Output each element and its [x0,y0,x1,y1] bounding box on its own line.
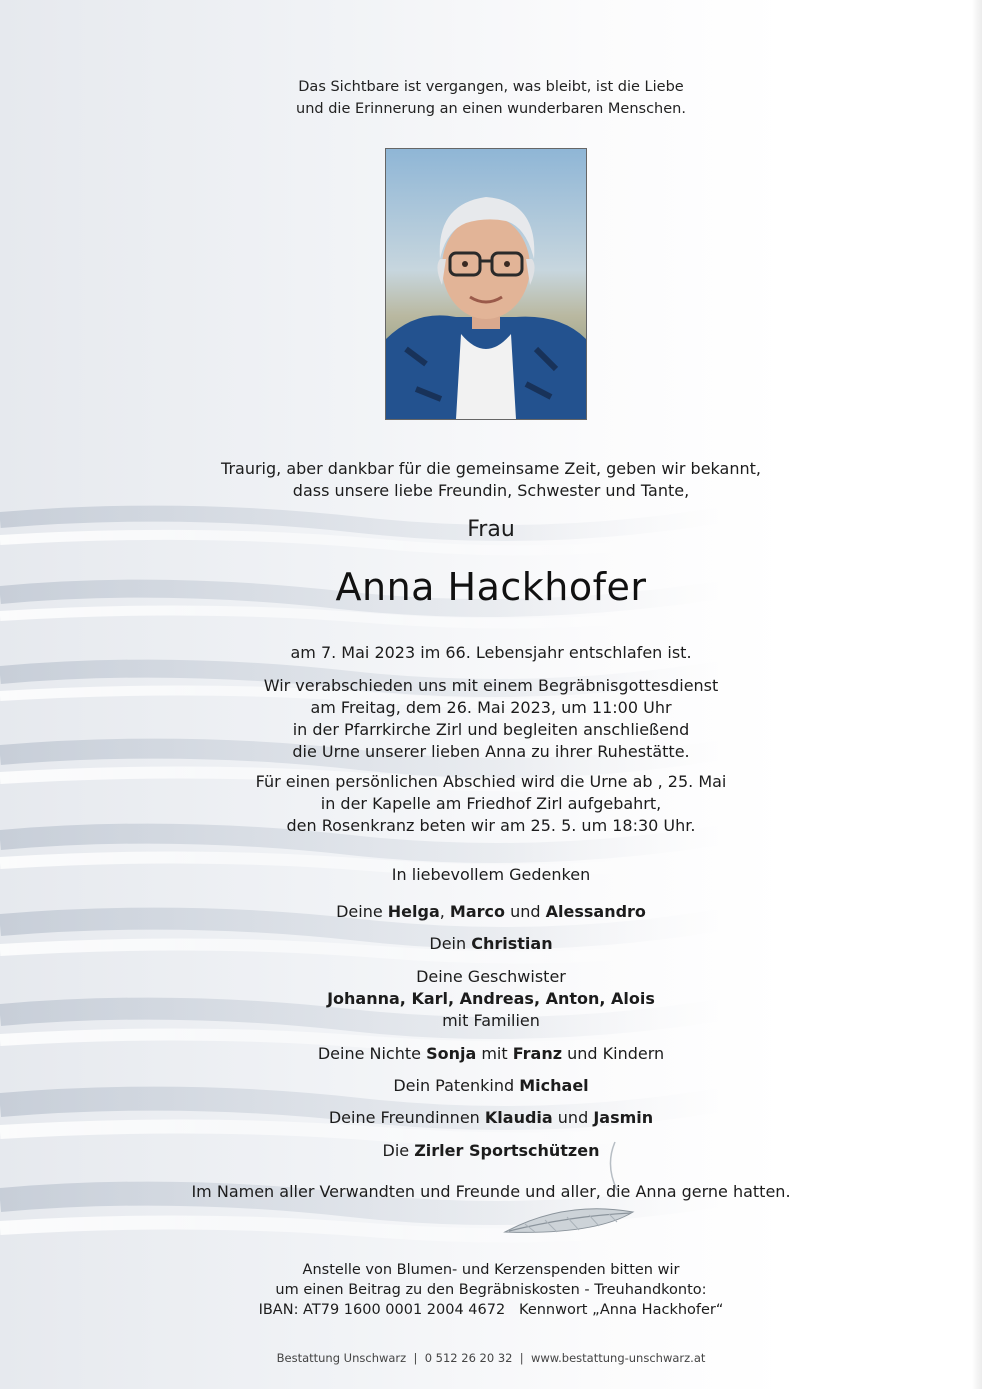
service-line-1: Wir verabschieden uns mit einem Begräbnisgottesdienst [263,676,719,695]
donation-line-2: um einen Beitrag zu den Begräbniskosten - Treuhandkonto: [275,1282,707,1298]
mourner-text: und [505,902,546,921]
mourner-text: und Kindern [562,1044,665,1063]
deceased-name: Anna Hackhofer [335,565,647,609]
donation-request [0,1260,982,1320]
intro-line-2: dass unsere liebe Freundin, Schwester und Tante, [292,481,690,500]
farewell-line-1: Für einen persönlichen Abschied wird die Urne ab , 25. Mai [255,772,727,791]
mourner-line-christian [0,933,982,955]
mourner-name: Johanna, Karl, Andreas, Anton, Alois [327,989,655,1008]
announcement-intro [0,458,982,502]
motto-line-1: Das Sichtbare ist vergangen, was bleibt, ist die Liebe [298,79,684,95]
funeral-service [0,675,982,763]
mourner-name: Klaudia [484,1108,553,1127]
motto [0,76,982,120]
death-statement: am 7. Mai 2023 im 66. Lebensjahr entschlafen ist. [290,643,692,662]
mourner-text: Deine [336,902,388,921]
portrait-photo [385,148,587,420]
mourner-line-niece [0,1043,982,1065]
mourner-line-friends [0,1107,982,1129]
mourner-text: Dein Patenkind [393,1076,520,1095]
mourner-text: und [552,1108,594,1127]
mourner-name: Franz [512,1044,563,1063]
motto-line-2: und die Erinnerung an einen wunderbaren Menschen. [296,101,686,117]
mourner-text: Dein [429,934,472,953]
mourner-name: Jasmin [593,1108,654,1127]
funeral-home-footer: Bestattung Unschwarz | 0 512 26 20 32 | www.bestattung-unschwarz.at [276,1351,706,1365]
intro-line-1: Traurig, aber dankbar für die gemeinsame Zeit, geben wir bekannt, [221,459,761,478]
memory-heading: In liebevollem Gedenken [391,865,591,884]
farewell-line-3: den Rosenkranz beten wir am 25. 5. um 18:30 Uhr. [286,816,696,835]
mourner-line-siblings [0,966,982,1032]
donation-line-1: Anstelle von Blumen- und Kerzenspenden bitten wir [302,1262,680,1278]
mourner-name: Zirler Sportschützen [414,1141,600,1160]
mourner-name: Sonja [426,1044,477,1063]
mourner-name: Helga [387,902,440,921]
closing-line: Im Namen aller Verwandten und Freunde und aller, die Anna gerne hatten. [191,1182,791,1201]
mourner-text: Deine Geschwister [416,967,566,986]
salutation: Frau [467,517,515,542]
mourner-text: mit Familien [442,1011,540,1030]
mourner-text: Die [382,1141,415,1160]
portrait-illustration [386,149,586,419]
mourner-name: Christian [471,934,553,953]
mourner-name: Alessandro [545,902,646,921]
donation-line-3: IBAN: AT79 1600 0001 2004 4672 Kennwort „Anna Hackhofer“ [258,1302,724,1318]
mourner-name: Marco [449,902,506,921]
service-line-2: am Freitag, dem 26. Mai 2023, um 11:00 Uhr [310,698,672,717]
farewell-line-2: in der Kapelle am Friedhof Zirl aufgebahrt, [320,794,662,813]
mourner-line-godchild [0,1075,982,1097]
mourner-text: mit [476,1044,513,1063]
service-line-4: die Urne unserer lieben Anna zu ihrer Ruhestätte. [292,742,690,761]
farewell-info [0,771,982,837]
mourner-name: Michael [519,1076,589,1095]
service-line-3: in der Pfarrkirche Zirl und begleiten anschließend [292,720,690,739]
mourner-line-club [0,1140,982,1162]
mourner-text: Deine Nichte [317,1044,427,1063]
mourner-text: , [439,902,450,921]
mourner-line-family [0,901,982,923]
mourner-text: Deine Freundinnen [328,1108,485,1127]
